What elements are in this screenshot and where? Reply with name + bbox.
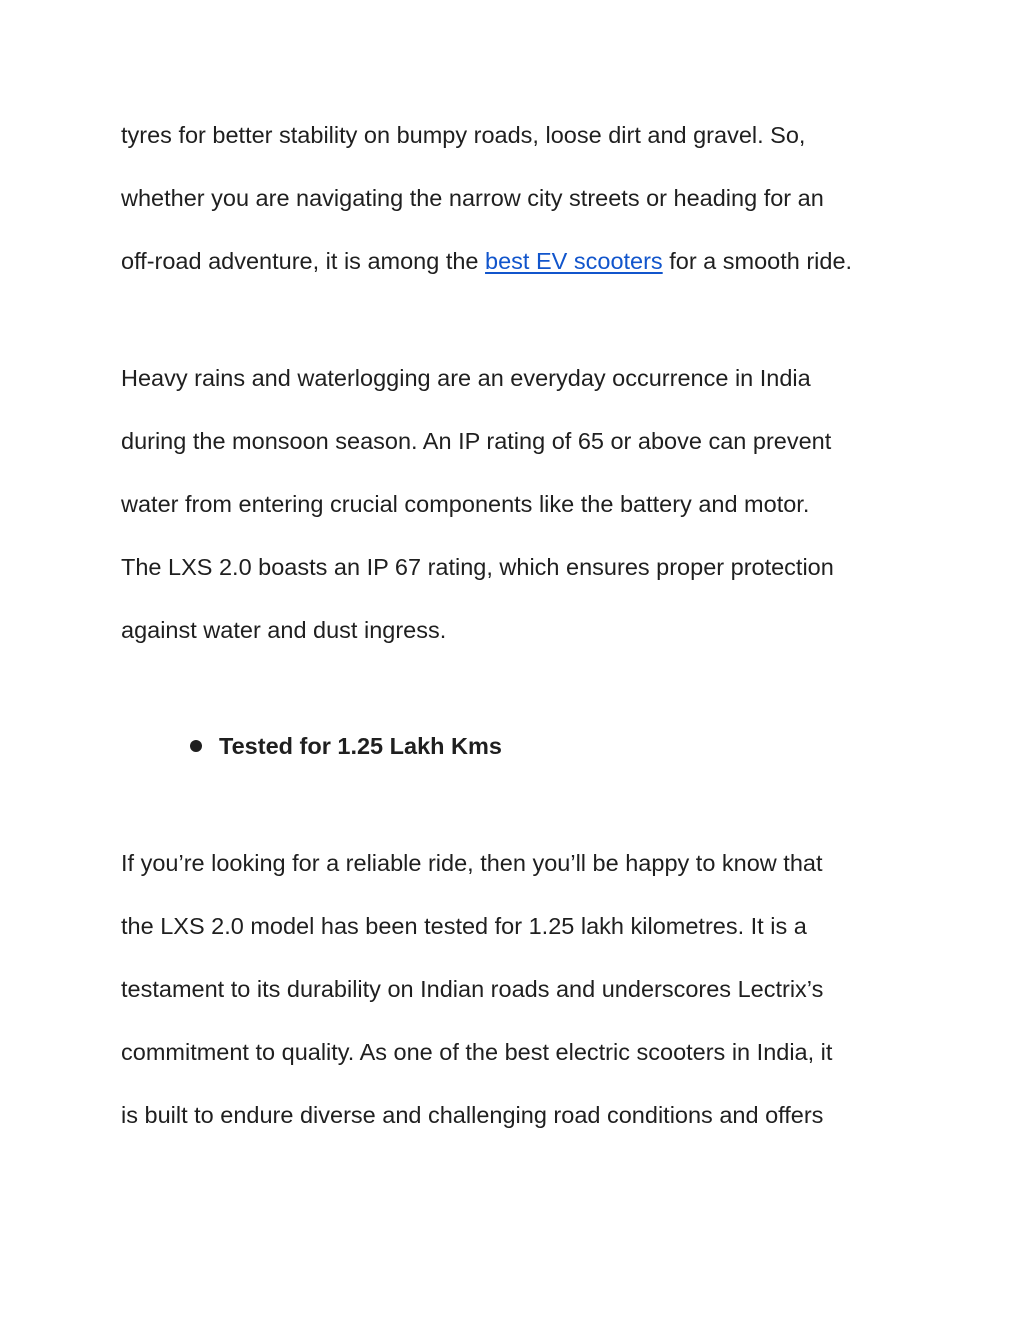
paragraph-line: during the monsoon season. An IP rating of 65 or above can prevent <box>121 428 832 454</box>
paragraph-line-with-link <box>121 246 852 276</box>
paragraph-line: against water and dust ingress. <box>121 617 447 643</box>
paragraph-line: The LXS 2.0 boasts an IP 67 rating, which ensures proper protection <box>121 554 834 580</box>
paragraph-line: is built to endure diverse and challenging road conditions and offers <box>121 1102 824 1128</box>
bullet-icon <box>190 740 202 752</box>
paragraph-line: commitment to quality. As one of the best electric scooters in India, it <box>121 1039 833 1065</box>
paragraph-line: whether you are navigating the narrow city streets or heading for an <box>121 185 824 211</box>
bullet-heading: Tested for 1.25 Lakh Kms <box>219 733 502 759</box>
paragraph-line: If you’re looking for a reliable ride, then you’ll be happy to know that <box>121 850 823 876</box>
paragraph-line: Heavy rains and waterlogging are an everyday occurrence in India <box>121 365 811 391</box>
best-ev-scooters-link[interactable]: best EV scooters <box>485 248 663 274</box>
line-text: for a smooth ride. <box>662 248 853 274</box>
paragraph-line: tyres for better stability on bumpy roads, loose dirt and gravel. So, <box>121 122 806 148</box>
paragraph-line: testament to its durability on Indian roads and underscores Lectrix’s <box>121 976 824 1002</box>
line-text: off-road adventure, it is among the <box>121 248 486 274</box>
paragraph-line: water from entering crucial components like the battery and motor. <box>121 491 810 517</box>
bullet-list-item <box>190 731 502 761</box>
paragraph-line: the LXS 2.0 model has been tested for 1.25 lakh kilometres. It is a <box>121 913 807 939</box>
